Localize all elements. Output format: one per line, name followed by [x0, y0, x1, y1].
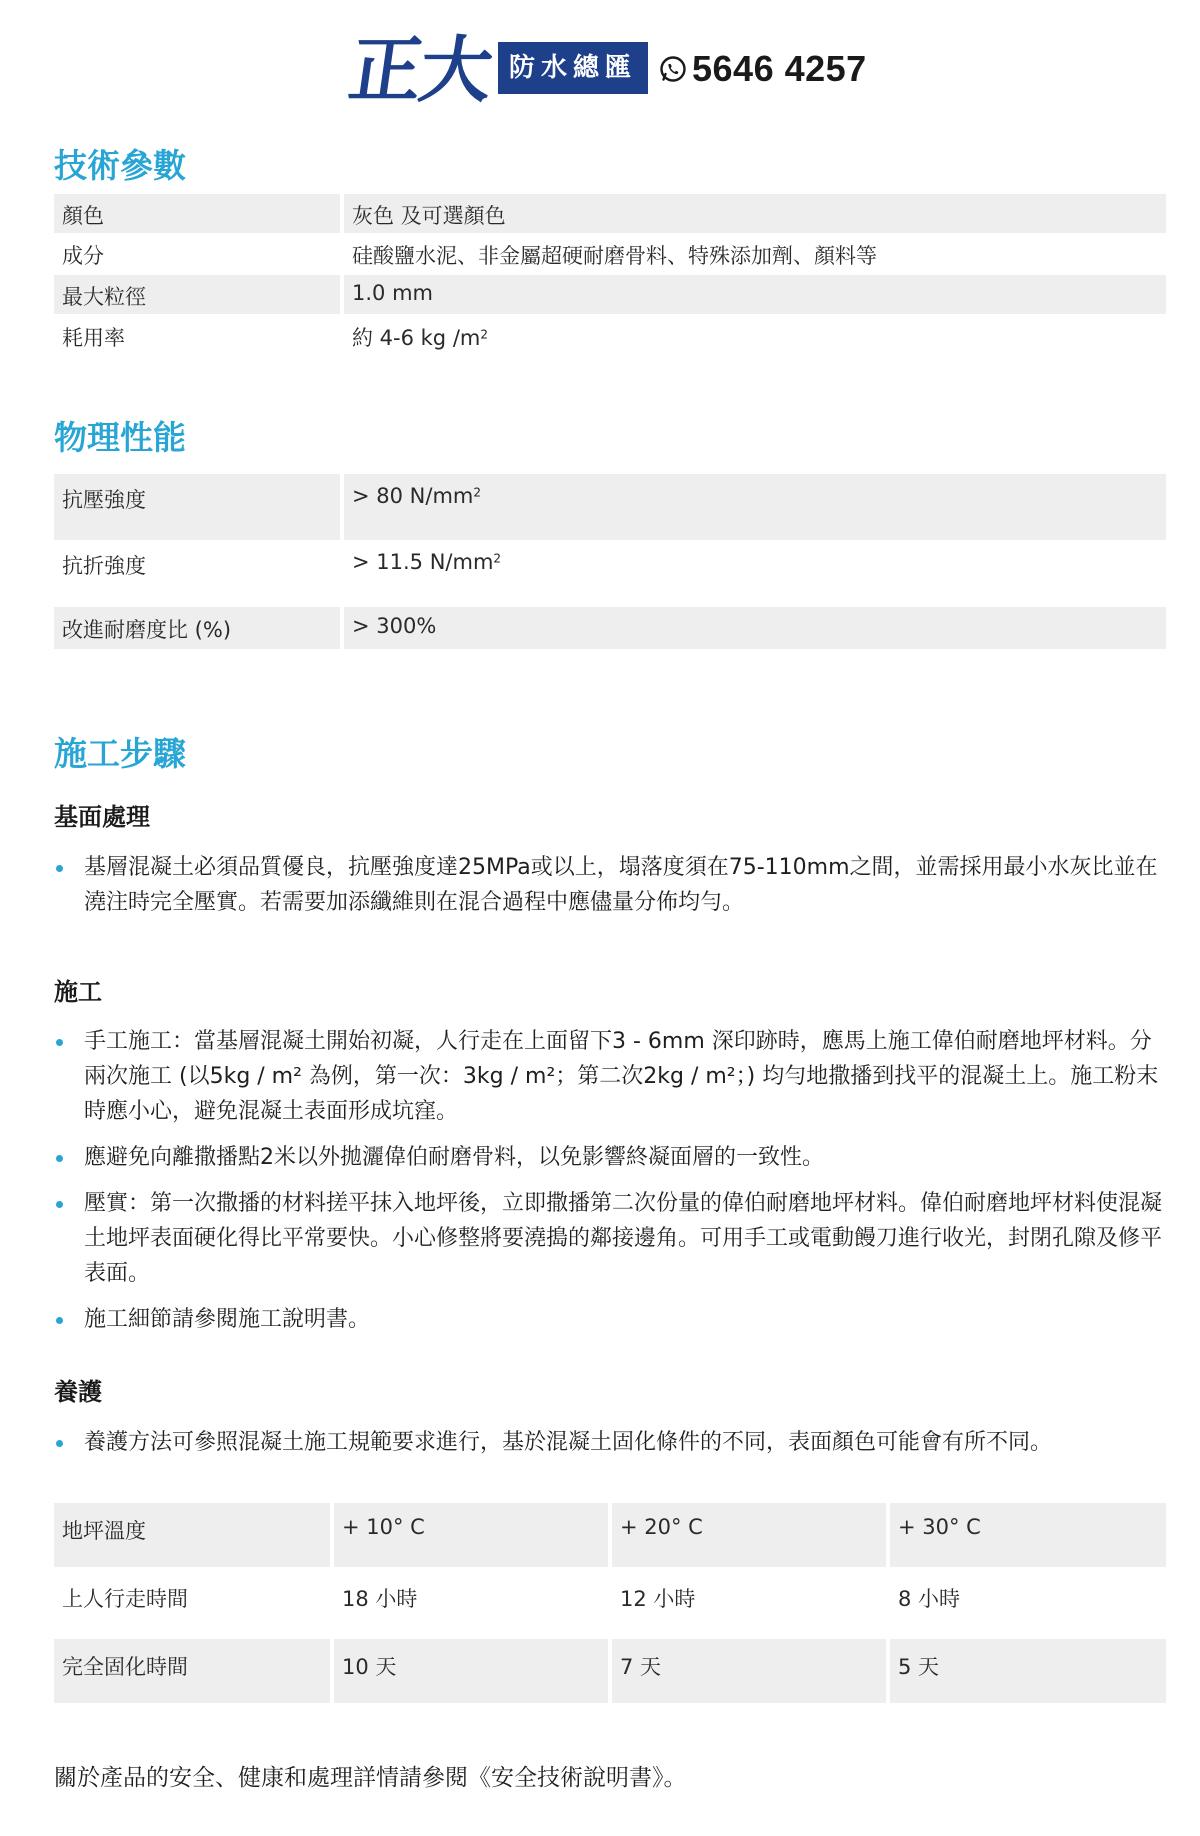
param-label: 成分	[62, 244, 104, 268]
list-item: 手工施工：當基層混凝土開始初凝，人行走在上面留下3 - 6mm 深印跡時，應馬上施工偉伯耐磨地坪材料。分兩次施工 (以5kg / m² 為例，第一次：3kg / m²；第二次2kg / m²；) 均勻地撒播到找平的混凝土上。施工粉末時應小心，避免混凝土表面形成坑窪。	[54, 1024, 1166, 1129]
table-row	[54, 194, 1166, 233]
param-value: 硅酸鹽水泥、非金屬超硬耐磨骨料、特殊添加劑、顏料等	[352, 244, 877, 268]
param-value: 1.0 mm	[352, 281, 433, 305]
param-label: 改進耐磨度比 (%)	[62, 618, 232, 642]
construction-list	[54, 1024, 1166, 1348]
physical-table	[54, 474, 1166, 649]
param-value: 約 4-6 kg /m	[352, 326, 481, 350]
table-row	[54, 1571, 1166, 1639]
header	[0, 27, 1200, 112]
list-item: 應避免向離撒播點2米以外拋灑偉伯耐磨骨料，以免影響終凝面層的一致性。	[54, 1140, 1166, 1175]
param-label: 抗折強度	[62, 554, 146, 578]
subsection-title-curing: 養護	[54, 1378, 102, 1406]
subsection-title-construction: 施工	[54, 978, 102, 1006]
list-item: 養護方法可參照混凝土施工規範要求進行，基於混凝土固化條件的不同，表面顏色可能會有所不同。	[54, 1425, 1166, 1460]
table-cell: 上人行走時間	[62, 1587, 188, 1611]
list-item: 施工細節請參閱施工說明書。	[54, 1302, 1166, 1337]
table-header-row	[54, 1503, 1166, 1571]
param-label: 抗壓強度	[62, 488, 146, 512]
curing-list	[54, 1425, 1166, 1471]
superscript: 2	[493, 551, 502, 566]
param-value: 灰色 及可選顏色	[352, 204, 506, 228]
brand-logo: 正大	[344, 27, 497, 112]
section-title-procedure: 施工步驟	[54, 734, 186, 773]
table-cell: 8 小時	[898, 1587, 961, 1611]
table-cell: 7 天	[612, 1639, 886, 1703]
curing-table	[54, 1503, 1166, 1707]
table-cell: 18 小時	[342, 1587, 418, 1611]
phone-number: 5646 4257	[692, 48, 867, 89]
table-row	[54, 607, 1166, 649]
superscript: 2	[480, 327, 488, 342]
param-label: 顏色	[62, 204, 104, 228]
base-list	[54, 850, 1166, 931]
superscript: 2	[473, 485, 482, 500]
table-cell: 12 小時	[620, 1587, 696, 1611]
table-cell: 5 天	[890, 1639, 1166, 1703]
param-label: 最大粒徑	[62, 285, 146, 309]
param-value: > 80 N/mm	[352, 484, 474, 508]
table-row	[54, 540, 1166, 607]
phone-contact[interactable]	[658, 44, 867, 94]
footer-note: 關於產品的安全、健康和處理詳情請參閱《安全技術說明書》。	[54, 1765, 687, 1791]
table-header-cell: 地坪溫度	[54, 1503, 330, 1567]
table-row	[54, 275, 1166, 314]
table-header-cell: + 20° C	[612, 1503, 886, 1567]
table-header-cell: + 30° C	[890, 1503, 1166, 1567]
param-value: > 11.5 N/mm	[352, 550, 494, 574]
param-value: > 300%	[352, 614, 437, 638]
table-row	[54, 1639, 1166, 1707]
table-row	[54, 474, 1166, 540]
section-title-physical: 物理性能	[54, 418, 186, 457]
list-item: 基層混凝土必須品質優良，抗壓強度達25MPa或以上，塌落度須在75-110mm之間，並需採用最小水灰比並在澆注時完全壓實。若需要加添纖維則在混合過程中應儘量分佈均勻。	[54, 850, 1166, 920]
brand-badge: 防水總匯	[498, 42, 648, 94]
table-cell: 完全固化時間	[54, 1639, 330, 1703]
param-label: 耗用率	[62, 326, 125, 350]
subsection-title-base: 基面處理	[54, 803, 150, 831]
whatsapp-icon	[658, 54, 688, 84]
table-cell: 10 天	[334, 1639, 608, 1703]
section-title-tech-params: 技術參數	[54, 146, 186, 185]
table-row	[54, 233, 1166, 275]
tech-params-table	[54, 194, 1166, 356]
table-header-cell: + 10° C	[334, 1503, 608, 1567]
table-row	[54, 314, 1166, 356]
list-item: 壓實：第一次撒播的材料搓平抹入地坪後，立即撒播第二次份量的偉伯耐磨地坪材料。偉伯耐磨地坪材料使混凝土地坪表面硬化得比平常要快。小心修整將要澆搗的鄰接邊角。可用手工或電動饅刀進行收光，封閉孔隙及修平表面。	[54, 1186, 1166, 1291]
